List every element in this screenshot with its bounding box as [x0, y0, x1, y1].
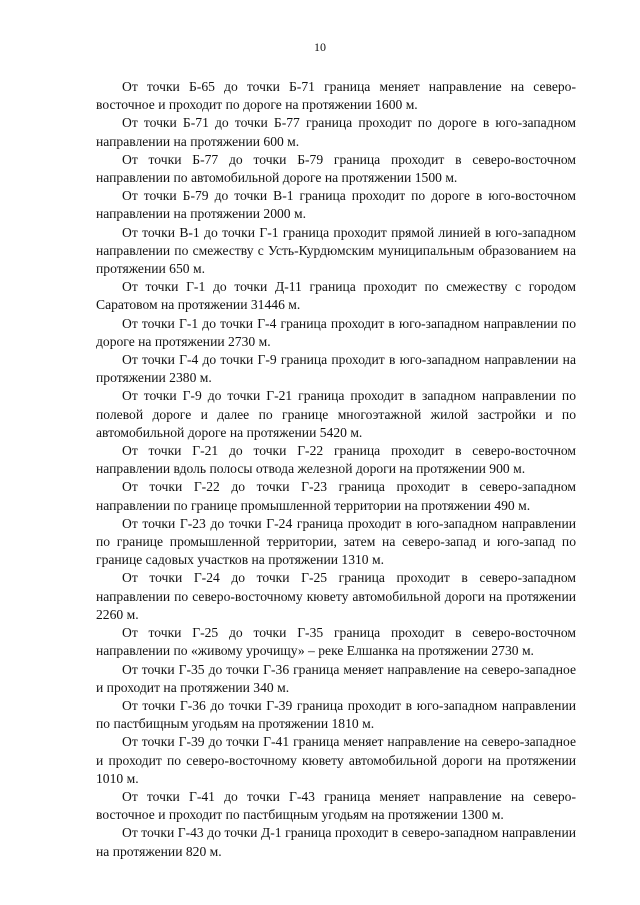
paragraph: От точки Г-35 до точки Г-36 граница меняет направление на северо-западное и проходит на протяжении 340 м.	[96, 661, 576, 695]
paragraph: От точки Г-4 до точки Г-9 граница проходит в юго-западном направлении на протяжении 2380 м.	[96, 352, 576, 386]
paragraph: От точки Г-9 до точки Г-21 граница проходит в западном направлении по полевой дороге и далее по границе многоэтажной жилой застройки и по автомобильной дороге на протяжении 5420 м.	[96, 388, 576, 440]
paragraph: От точки Б-77 до точки Б-79 граница проходит в северо-восточном направлении по автомобильной дороге на протяжении 1500 м.	[96, 151, 576, 186]
paragraph: От точки Г-22 до точки Г-23 граница проходит в северо-западном направлении по границе промышленной территории на протяжении 490 м.	[96, 479, 576, 513]
paragraph: От точки Б-79 до точки В-1 граница проходит по дороге в юго-восточном направлении на протяжении 2000 м.	[96, 188, 576, 222]
paragraph: От точки В-1 до точки Г-1 граница проходит прямой линией в юго-западном направлении по смежеству с Усть-Курдюмским муниципальным образованием на протяжении 650 м.	[96, 224, 576, 277]
paragraph: От точки Г-25 до точки Г-35 граница проходит в северо-восточном направлении по «живому урочищу» – реке Елшанка на протяжении 2730 м.	[96, 625, 576, 659]
paragraph: От точки Г-21 до точки Г-22 граница проходит в северо-восточном направлении вдоль полосы отвода железной дороги на протяжении 900 м.	[96, 443, 576, 477]
paragraph: От точки Г-24 до точки Г-25 граница проходит в северо-западном направлении по северо-восточному кювету автомобильной дороги на протяжении 2260 м.	[96, 570, 576, 622]
paragraph: От точки Г-43 до точки Д-1 граница проходит в северо-западном направлении на протяжении 820 м.	[96, 825, 576, 859]
document-body	[96, 78, 576, 861]
paragraph: От точки Б-71 до точки Б-77 граница проходит по дороге в юго-западном направлении на протяжении 600 м.	[96, 115, 576, 149]
paragraph: От точки Г-1 до точки Г-4 граница проходит в юго-западном направлении по дороге на протяжении 2730 м.	[96, 315, 576, 349]
paragraph: От точки Б-65 до точки Б-71 граница меняет направление на северо-восточное и проходит по дороге на протяжении 1600 м.	[96, 79, 576, 113]
paragraph: От точки Г-23 до точки Г-24 граница проходит в юго-западном направлении по границе промышленной территории, затем на северо-запад и юго-запад по границе садовых участков на протяжении 1310 м.	[96, 515, 576, 568]
paragraph: От точки Г-36 до точки Г-39 граница проходит в юго-западном направлении по пастбищным угодьям на протяжении 1810 м.	[96, 697, 576, 732]
paragraph: От точки Г-39 до точки Г-41 граница меняет направление на северо-западное и проходит по северо-восточному кювету автомобильной дороги на протяжении 1010 м.	[96, 734, 576, 786]
paragraph: От точки Г-41 до точки Г-43 граница меняет направление на северо-восточное и проходит по пастбищным угодьям на протяжении 1300 м.	[96, 788, 576, 823]
page-number: 10	[314, 40, 326, 54]
paragraph: От точки Г-1 до точки Д-11 граница проходит по смежеству с городом Саратовом на протяжении 31446 м.	[96, 279, 576, 313]
